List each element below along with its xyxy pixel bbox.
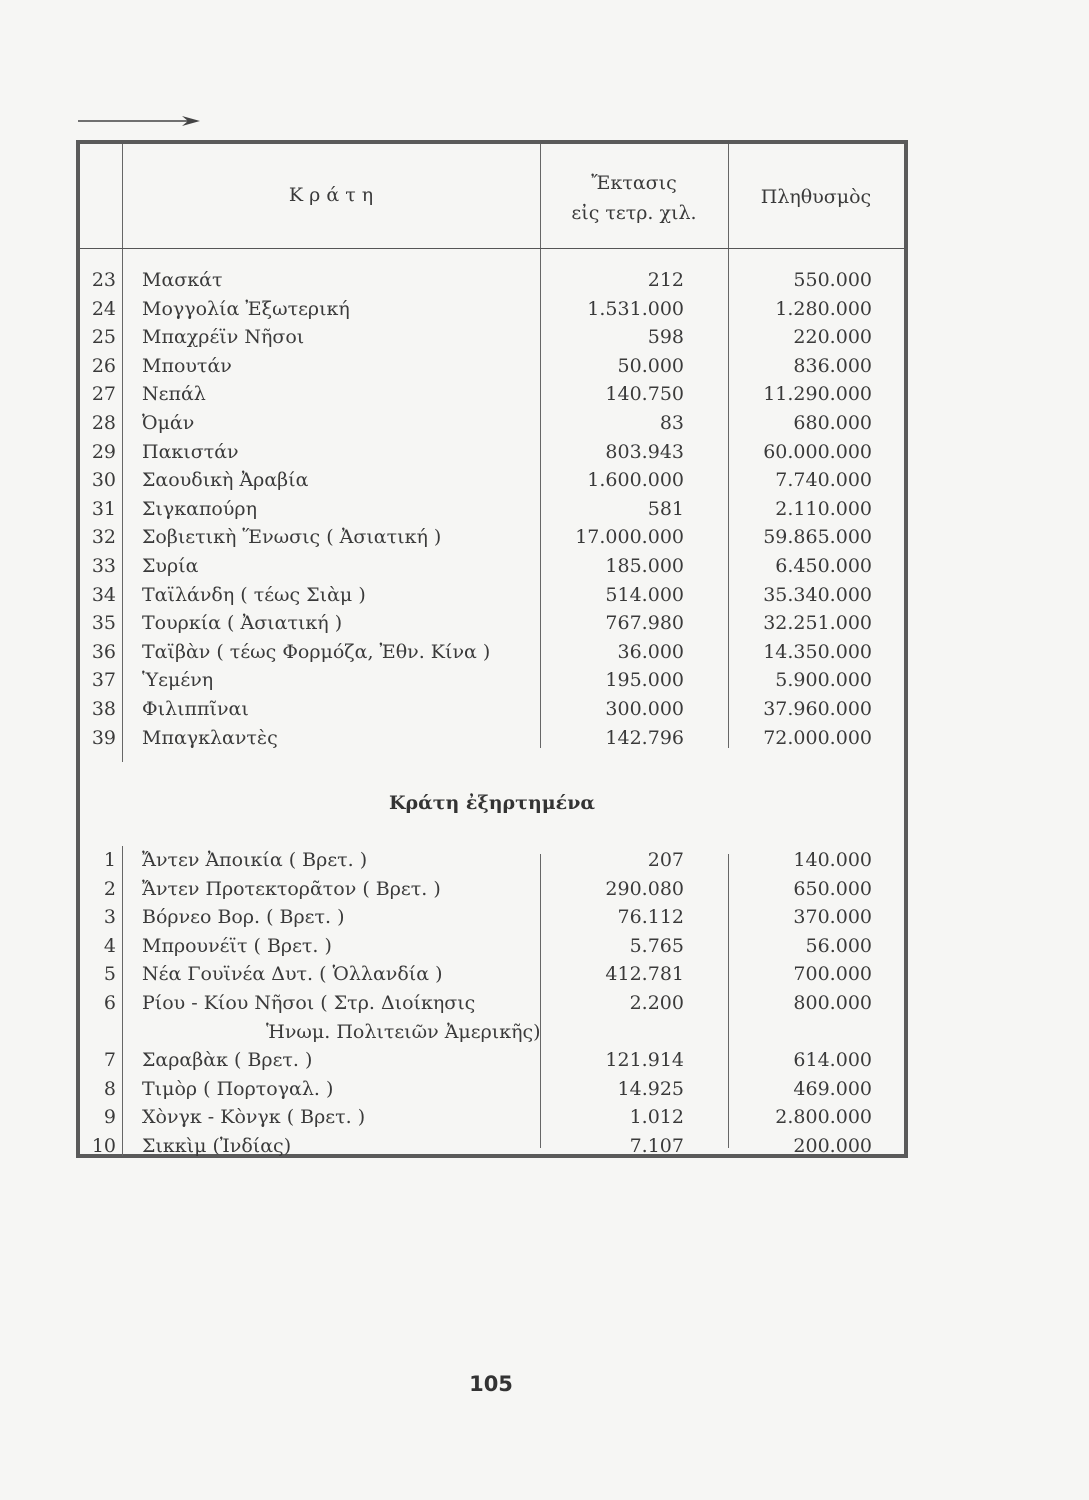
area-value: 195.000 xyxy=(605,669,684,692)
row-number: 34 xyxy=(91,583,116,606)
area-value: 207 xyxy=(647,849,684,871)
table-row xyxy=(80,609,904,637)
population-value: 220.000 xyxy=(793,326,872,349)
row-number: 4 xyxy=(103,934,116,957)
population-value: 2.110.000 xyxy=(775,497,872,520)
row-number: 38 xyxy=(91,698,116,720)
population-value: 14.350.000 xyxy=(763,640,872,663)
table-row xyxy=(80,1075,904,1103)
table-row xyxy=(80,581,904,609)
table-row xyxy=(80,523,904,551)
row-number: 23 xyxy=(91,269,116,291)
state-name: Ἄντεν Προτεκτορᾶτον ( Βρετ. ) xyxy=(142,877,441,900)
table-row xyxy=(80,380,904,408)
area-value: 50.000 xyxy=(617,354,684,377)
row-number: 29 xyxy=(91,440,116,463)
state-name: Σαραβὰκ ( Βρετ. ) xyxy=(142,1049,313,1072)
area-value: 767.980 xyxy=(605,612,684,635)
table-row xyxy=(80,495,904,523)
table-row xyxy=(80,552,904,580)
population-value: 59.865.000 xyxy=(763,526,872,549)
area-value: 598 xyxy=(647,326,684,349)
population-value: 140.000 xyxy=(793,849,872,871)
row-number: 31 xyxy=(91,497,116,520)
row-number: 33 xyxy=(91,555,116,577)
state-name: Μπαχρέϊν Νῆσοι xyxy=(142,326,305,349)
state-name: Χὸνγκ - Κὸνγκ ( Βρετ. ) xyxy=(142,1106,366,1129)
population-value: 6.450.000 xyxy=(775,555,872,577)
state-name: Μπρουνέϊτ ( Βρετ. ) xyxy=(142,934,332,957)
row-number: 25 xyxy=(91,326,116,349)
row-number: 9 xyxy=(103,1106,116,1129)
table-row xyxy=(80,466,904,494)
state-name: Βόρνεο Βορ. ( Βρετ. ) xyxy=(142,906,345,929)
population-value: 72.000.000 xyxy=(763,726,872,749)
state-name: Σικκὶμ (Ἰνδίας) xyxy=(142,1135,292,1157)
row-number: 28 xyxy=(91,412,116,434)
area-value: 5.765 xyxy=(629,934,684,957)
state-name: Πακιστάν xyxy=(142,440,239,463)
state-name: Μασκάτ xyxy=(142,269,223,291)
population-value: 614.000 xyxy=(793,1049,872,1072)
population-value: 680.000 xyxy=(793,412,872,434)
table-row xyxy=(80,295,904,323)
table-row xyxy=(80,1132,904,1160)
area-value: 2.200 xyxy=(629,992,684,1014)
table-row xyxy=(80,695,904,723)
area-value: 7.107 xyxy=(629,1135,684,1157)
state-name: Σοβιετικὴ Ἕνωσις ( Ἀσιατική ) xyxy=(142,526,442,549)
state-name: Μπουτάν xyxy=(142,354,232,377)
table-row xyxy=(80,724,904,752)
area-value: 803.943 xyxy=(605,440,684,463)
state-name: Ὑεμένη xyxy=(142,669,214,692)
area-value: 300.000 xyxy=(605,698,684,720)
row-number: 26 xyxy=(91,354,116,377)
row-number: 7 xyxy=(103,1049,116,1072)
area-value: 121.914 xyxy=(605,1049,684,1072)
state-name-continuation: Ἡνωμ. Πολιτειῶν Ἀμερικῆς) xyxy=(266,1020,541,1043)
state-name: Σαουδικὴ Ἀραβία xyxy=(142,469,309,492)
row-number: 37 xyxy=(91,669,116,692)
area-value: 36.000 xyxy=(617,640,684,663)
table-row xyxy=(80,989,904,1017)
state-name: Συρία xyxy=(142,555,199,577)
table-row xyxy=(80,409,904,437)
row-number: 6 xyxy=(103,992,116,1014)
row-number: 5 xyxy=(103,963,116,986)
state-name: Ταϊλάνδη ( τέως Σιὰμ ) xyxy=(142,583,366,606)
row-number: 36 xyxy=(91,640,116,663)
population-value: 2.800.000 xyxy=(775,1106,872,1129)
row-number: 27 xyxy=(91,383,116,406)
row-number: 32 xyxy=(91,526,116,549)
population-value: 11.290.000 xyxy=(763,383,872,406)
population-value: 5.900.000 xyxy=(775,669,872,692)
population-value: 469.000 xyxy=(793,1077,872,1100)
area-value: 514.000 xyxy=(605,583,684,606)
header-population xyxy=(728,182,904,212)
area-value: 1.600.000 xyxy=(587,469,684,492)
header-states-label: Κ ρ ά τ η xyxy=(288,184,374,206)
row-number: 35 xyxy=(91,612,116,635)
state-name: Νεπάλ xyxy=(142,383,206,406)
population-value: 800.000 xyxy=(793,992,872,1014)
area-value: 1.531.000 xyxy=(587,297,684,320)
table-row xyxy=(80,875,904,903)
state-name: Σιγκαπούρη xyxy=(142,497,257,520)
table-row xyxy=(80,666,904,694)
dependent-states-title: Κράτη ἐξηρτημένα xyxy=(388,792,596,814)
header-population-label: Πληθυσμὸς xyxy=(760,186,872,208)
area-value: 17.000.000 xyxy=(575,526,684,549)
state-name: Μογγολία Ἐξωτερική xyxy=(142,297,350,320)
state-name: Τουρκία ( Ἀσιατική ) xyxy=(142,612,343,635)
area-value: 76.112 xyxy=(617,906,684,929)
arrow-icon xyxy=(78,114,200,128)
population-value: 370.000 xyxy=(793,906,872,929)
state-name: Ἄντεν Ἀποικία ( Βρετ. ) xyxy=(142,849,368,871)
population-value: 550.000 xyxy=(793,269,872,291)
header-area-line1: Ἔκτασις xyxy=(591,172,677,194)
row-number: 1 xyxy=(103,849,116,871)
table-row xyxy=(80,438,904,466)
area-value: 140.750 xyxy=(605,383,684,406)
state-name: Τιμὸρ ( Πορτογαλ. ) xyxy=(142,1077,334,1100)
table-row xyxy=(80,960,904,988)
header-states xyxy=(122,180,540,210)
area-value: 412.781 xyxy=(605,963,684,986)
area-value: 212 xyxy=(647,269,684,291)
population-value: 700.000 xyxy=(793,963,872,986)
table-row xyxy=(80,1103,904,1131)
table-row xyxy=(80,638,904,666)
area-value: 1.012 xyxy=(629,1106,684,1129)
area-value: 142.796 xyxy=(605,726,684,749)
row-number: 3 xyxy=(103,906,116,929)
row-number: 24 xyxy=(91,297,116,320)
population-value: 650.000 xyxy=(793,877,872,900)
area-value: 581 xyxy=(647,497,684,520)
table-row xyxy=(80,1046,904,1074)
state-name: Ὀμάν xyxy=(142,412,195,434)
page-number: 105 xyxy=(469,1372,513,1396)
header-area-line2: εἰς τετρ. χιλ. xyxy=(571,202,697,224)
area-value: 14.925 xyxy=(617,1077,684,1100)
area-value: 290.080 xyxy=(605,877,684,900)
area-value: 83 xyxy=(659,412,684,434)
population-value: 7.740.000 xyxy=(775,469,872,492)
population-value: 56.000 xyxy=(805,934,872,957)
table-row xyxy=(80,932,904,960)
population-value: 200.000 xyxy=(793,1135,872,1157)
state-name: Ταϊβὰν ( τέως Φορμόζα, Ἐθν. Κίνα ) xyxy=(142,640,491,663)
state-name: Μπαγκλαντὲς xyxy=(142,726,278,749)
header-area xyxy=(540,168,728,228)
row-number: 30 xyxy=(91,469,116,492)
table-row xyxy=(80,846,904,874)
row-number: 2 xyxy=(103,877,116,900)
population-value: 836.000 xyxy=(793,354,872,377)
population-value: 35.340.000 xyxy=(763,583,872,606)
header-separator xyxy=(80,248,904,249)
table-row xyxy=(80,323,904,351)
state-name: Φιλιππῖναι xyxy=(142,698,249,720)
population-value: 32.251.000 xyxy=(763,612,872,635)
row-number: 39 xyxy=(91,726,116,749)
row-number: 10 xyxy=(91,1135,116,1157)
population-value: 1.280.000 xyxy=(775,297,872,320)
table-row xyxy=(80,352,904,380)
population-value: 37.960.000 xyxy=(763,698,872,720)
table-row xyxy=(80,266,904,294)
population-value: 60.000.000 xyxy=(763,440,872,463)
state-name: Νέα Γουϊνέα Δυτ. ( Ὁλλανδία ) xyxy=(142,963,443,986)
area-value: 185.000 xyxy=(605,555,684,577)
table-row xyxy=(80,903,904,931)
state-name: Ρίου - Κίου Νῆσοι ( Στρ. Διοίκησις xyxy=(142,992,476,1014)
row-number: 8 xyxy=(103,1077,116,1100)
population-table xyxy=(76,140,908,1158)
